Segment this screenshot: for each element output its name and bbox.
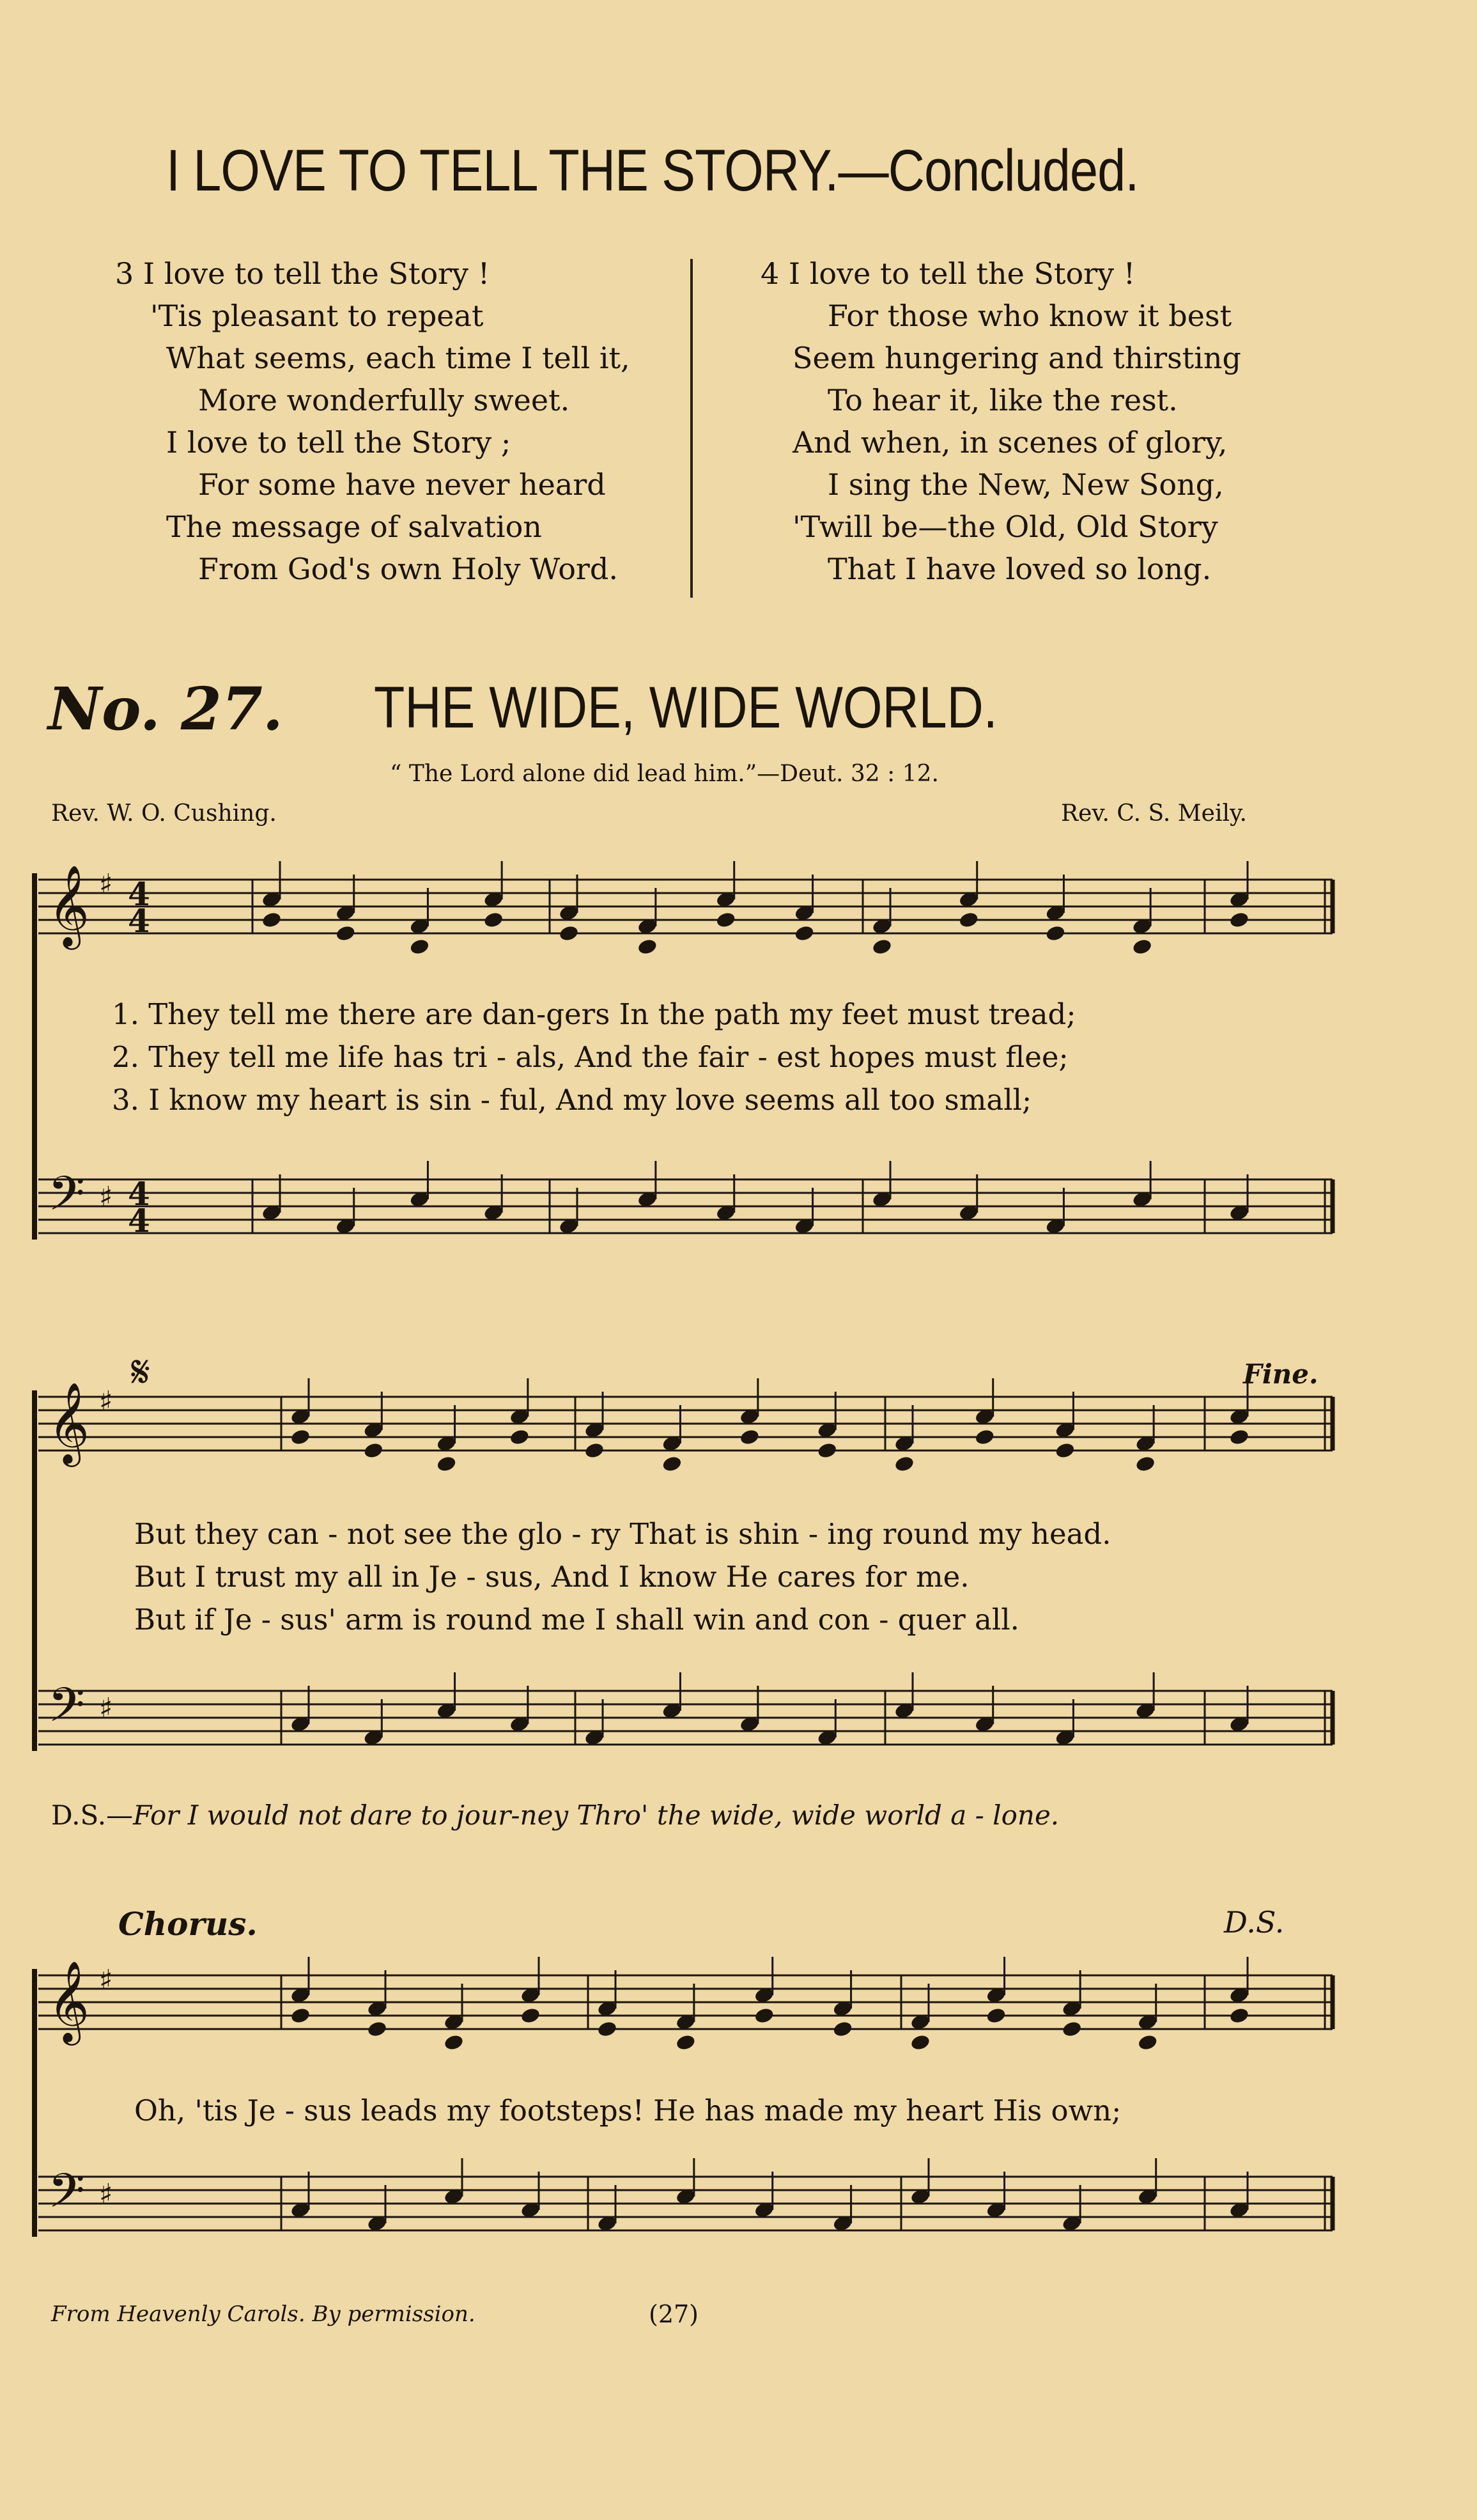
time-signature: 4 [128,1202,150,1240]
verse-line: The message of salvation [166,509,542,544]
note-head [832,2020,853,2038]
note-head [974,1428,995,1446]
note-head [1045,924,1066,942]
fine-marking: Fine. [1243,1358,1318,1390]
verse-number: 3 [115,256,134,291]
note-head [754,2007,775,2025]
footer-source: From Heavenly Carols. By permission. [51,2301,476,2327]
note-head [715,911,736,929]
ds-instruction [51,1800,1059,1831]
verse-line: I sing the New, New Song, [828,467,1224,502]
note-head [1228,911,1249,929]
note-head [596,2020,617,2038]
verse-line: That I have loved so long. [828,552,1212,586]
bass-clef: 𝄢 [48,1166,85,1233]
composer: Rev. C. S. Meily. [1061,800,1247,827]
ds-marking: D.S. [1224,1905,1285,1940]
key-sharp: ♯ [99,2178,113,2211]
segno-sign: 𝄋 [131,1346,151,1398]
verse-number: 4 [761,256,780,291]
chorus-lyric-line: Oh, 'tis Je - sus leads my footsteps! He has made my heart His own; [134,2094,1122,2127]
note-head [817,1442,838,1459]
lyric-line: 1. They tell me there are dan-gers In the path my feet must tread; [112,997,1076,1031]
bass-clef: 𝄢 [48,2163,85,2230]
note-head [637,938,658,956]
time-signature: 4 [128,875,150,913]
key-sharp: ♯ [99,1385,113,1418]
verse-line: 'Tis pleasant to repeat [150,299,484,333]
verse-line: More wonderfully sweet. [198,383,570,417]
hymn-number: No. 27. [48,674,283,743]
note-head [443,2034,464,2051]
lyric-line: But they can - not see the glo - ry That is shin - ing round my head. [134,1517,1111,1551]
note-head [261,911,282,929]
lyric-line: But I trust my all in Je - sus, And I know He cares for me. [134,1560,970,1594]
note-head [1062,2020,1083,2038]
verse-line: I love to tell the Story ; [166,425,511,460]
note-head [1137,2034,1158,2051]
note-head [1135,1455,1156,1473]
lyric-line: But if Je - sus' arm is round me I shall win and con - quer all. [134,1603,1019,1637]
note-head [893,1455,915,1473]
treble-clef: 𝄞 [48,864,90,946]
note-head [409,938,430,956]
note-head [363,1442,384,1459]
verse-line: And when, in scenes of glory, [793,425,1228,460]
note-head [290,2007,311,2025]
note-head [520,2007,541,2025]
note-head [483,911,504,929]
treble-clef: 𝄞 [48,1381,90,1463]
key-sharp: ♯ [99,1692,113,1725]
lyric-line: 3. I know my heart is sin - ful, And my love seems all too small; [112,1083,1032,1117]
note-head [1228,2007,1249,2025]
note-head [871,938,892,956]
verse-line: For some have never heard [198,467,606,502]
note-head [335,924,356,942]
verse-line: For those who know it best [828,299,1232,333]
note-head [1055,1442,1076,1459]
verse-line: I love to tell the Story ! [143,256,490,291]
verse-line: 'Twill be—the Old, Old Story [793,509,1218,544]
note-head [675,2034,696,2051]
hymn-title: THE WIDE, WIDE WORLD. [374,675,998,740]
key-sharp: ♯ [99,868,113,901]
note-head [290,1428,311,1446]
ds-prefix: D.S.— [51,1800,134,1831]
verse-line: To hear it, like the rest. [828,383,1178,417]
time-signature: 4 [128,902,150,940]
note-head [794,924,815,942]
page-number: (27) [649,2300,699,2328]
note-head [909,2034,931,2051]
verse-line: From God's own Holy Word. [198,552,618,586]
note-head [661,1455,683,1473]
note-head [366,2020,387,2038]
note-head [436,1455,457,1473]
chorus-label: Chorus. [118,1905,258,1943]
time-signature: 4 [128,1175,150,1213]
hymn-epigraph: “ The Lord alone did lead him.”—Deut. 32 : 12. [390,761,939,787]
note-head [558,924,579,942]
verse-line: What seems, each time I tell it, [166,341,630,375]
verse-line: I love to tell the Story ! [788,256,1136,291]
note-head [986,2007,1007,2025]
verse-line: Seem hungering and thirsting [793,341,1241,375]
note-head [1132,938,1153,956]
note-head [958,911,979,929]
note-head [739,1428,760,1446]
lyric-line: 2. They tell me life has tri - als, And the fair - est hopes must flee; [112,1040,1069,1074]
note-head [584,1442,605,1459]
page-title: I LOVE TO TELL THE STORY.—Concluded. [166,138,1139,203]
note-head [509,1428,530,1446]
ds-text: For I would not dare to jour-ney Thro' the wide, wide world a - lone. [133,1800,1060,1831]
key-sharp: ♯ [99,1964,113,1996]
note-head [1228,1428,1249,1446]
treble-clef: 𝄞 [48,1960,90,2042]
key-sharp: ♯ [99,1181,113,1213]
bass-clef: 𝄢 [48,1677,85,1745]
lyricist: Rev. W. O. Cushing. [51,800,277,827]
